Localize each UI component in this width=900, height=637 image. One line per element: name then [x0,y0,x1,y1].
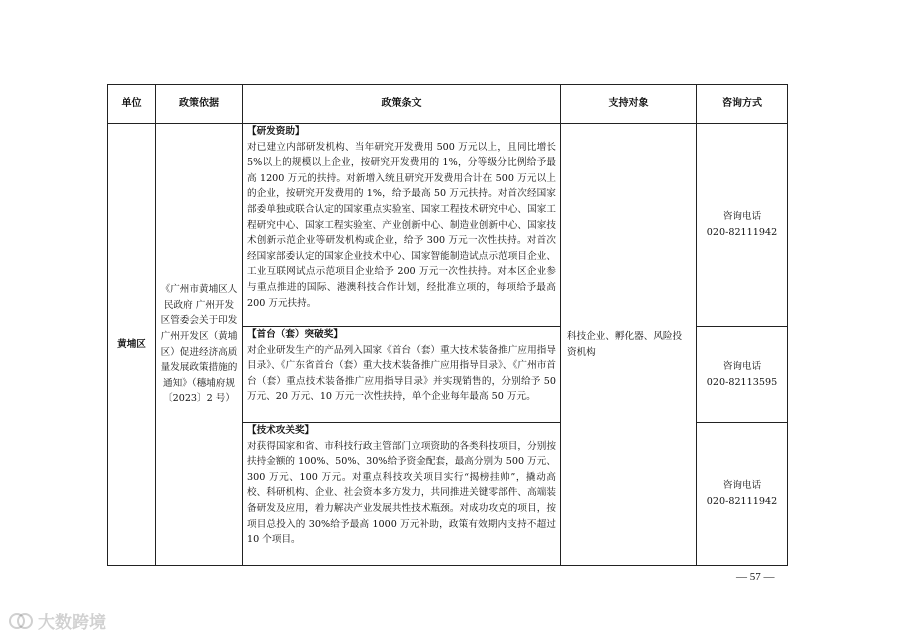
contact-label: 咨询电话 [722,211,762,223]
header-unit: 单位 [108,85,156,124]
watermark [8,608,106,633]
header-target: 支持对象 [561,85,697,124]
policy-table [107,84,788,566]
contact-phone: 020-82111942 [706,227,778,238]
contact-phone: 020-82113595 [706,376,778,388]
header-clause: 政策条文 [243,85,561,124]
brand-logo-icon [8,610,34,632]
contact-cell [697,423,788,566]
contact-label: 咨询电话 [722,480,762,492]
clause-first-set-award [243,327,561,423]
clause-body: 对企业研发生产的产品列入国家《首台（套）重大技术装备推广应用指导目录》、《广东省首台（套）重大技术装备推广应用指导目录》、《广州市首台（套）重点技术装备推广应用指导目录》并实现销售的，分别给予 50 万元、20 万元、10 万元一次性扶持，单个企业每年最高 50 万元。 [247,344,556,403]
contact-phone: 020-82111942 [706,496,778,507]
clause-body: 对已建立内部研发机构、当年研究开发费用 500 万元以上，且同比增长 5%以上的规模以上企业，按研究开发费用的 1%，分等级分比例给予最高 1200 万元的扶持。对新增入统且研究开发费用合计在 500 万元以上的企业，按研究开发费用的 1%，给予最高 50 万元扶持。对首次经国家部委单独或联合认定的国家重点实验室、国家工程技术研究中心、国家工程研究中心、国家工程实验室、产业创新中心、制造业创新中心、国家技术创新示范企业等研发机构或企业，给予 300 万元一次性扶持。对首次经国家部委认定的国家企业技术中心、国家智能制造试点示范项目企业、工业互联网试点示范项目企业给予 200 万元一次性扶持。对本区企业参与重点推进的国际、港澳科技合作计划，经批准立项的，每项给予最高 200 万元扶持。 [247,141,556,309]
clause-heading: 【研发资助】 [247,126,305,137]
page-number: — 57 — [736,571,775,583]
unit-cell: 黄埔区 [108,124,156,566]
contact-cell [697,327,788,423]
clause-body: 对获得国家和省、市科技行政主管部门立项资助的各类科技项目，分别按扶持金额的 100%、50%、30%给予资金配套，最高分别为 500 万元、300 万元、100 万元。对重点科技攻关项目实行“揭榜挂帅”，撬动高校、科研机构、企业、社会资本多方发力，共同推进关键零部件、高端装备研发及应用，着力解决产业发展共性技术瓶颈。对成功攻克的项目，按项目总投入的 30%给予最高 1000 万元补助，政策有效期内支持不超过 10 个项目。 [247,440,556,546]
table-row [108,124,788,327]
clause-rd-funding [243,124,561,327]
watermark-text: 大数跨境 [38,613,106,633]
header-contact: 咨询方式 [697,85,788,124]
clause-tech-breakthrough [243,423,561,566]
header-row [108,85,788,124]
basis-cell: 《广州市黄埔区人民政府 广州开发区管委会关于印发广州开发区（黄埔区）促进经济高质量发展政策措施的通知》（穗埔府规〔2023〕2 号） [156,124,243,566]
header-basis: 政策依据 [156,85,243,124]
target-cell: 科技企业、孵化器、风险投资机构 [561,124,697,566]
contact-label: 咨询电话 [722,360,762,372]
clause-heading: 【技术攻关奖】 [247,425,315,436]
contact-cell [697,124,788,327]
clause-heading: 【首台（套）突破奖】 [247,329,343,340]
